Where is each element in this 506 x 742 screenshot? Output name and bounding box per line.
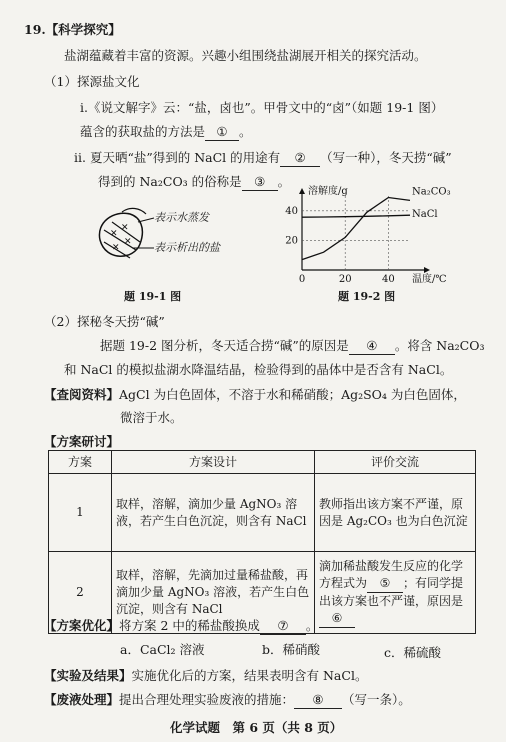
series-label-nacl: NaCl [412,209,438,221]
plan-table [48,450,476,634]
y-axis-arrow [299,188,305,194]
answer-blank-7[interactable]: ⑦ [260,618,306,635]
series-line-nacl [302,215,410,217]
ref-line1: AgCl 为白色固体，不溶于水和稀硝酸；Ag₂SO₄ 为白色固体， [119,387,466,402]
plan-id: 2 [49,552,112,634]
svg-text:✕: ✕ [110,229,118,239]
p2-line2: 和 NaCl 的模拟盐湖水降温结晶，检验得到的晶体中是否含有 NaCl。 [64,362,453,377]
exp-tag: 【实验及结果】 [44,668,132,683]
series-line-na2co3 [302,198,410,260]
answer-blank-2[interactable]: ② [280,150,320,167]
question-number: 19. [24,22,46,37]
fig1-caption: 题 19-1 图 [124,290,182,303]
header-design: 方案设计 [112,451,315,474]
p2-line1-tail: 。将含 Na₂CO₃ [394,338,485,353]
answer-blank-3[interactable]: ③ [242,174,278,191]
part2-title: （2）探秘冬天捞“碱” [44,314,165,329]
part1-title: （1）探源盐文化 [44,74,140,89]
option-c[interactable]: c．稀硫酸 [384,645,442,660]
waste-text: 提出合理处理实验废液的措施： [119,692,295,707]
p1-ii-line2: 得到的 Na₂CO₃ 的俗称是 [98,174,242,189]
x-axis-label: 温度/℃ [412,274,447,285]
p2-line1: 据题 19-2 图分析，冬天适合捞“碱”的原因是 [100,338,349,353]
answer-blank-4[interactable]: ④ [349,338,395,355]
plan-id: 1 [49,474,112,552]
p1-i-line1: i.《说文解字》云：“盐，卤也”。甲骨文中的“卤”（如题 19-1 图） [80,100,444,115]
plan-design: 取样，溶解，滴加少量 AgNO₃ 溶液，若产生白色沉淀，则含有 NaCl [112,474,315,552]
fig1-label-salt: 表示析出的盐 [154,241,220,254]
x-axis-arrow [424,267,430,273]
x-tick-label: 20 [338,274,352,285]
option-a[interactable]: a．CaCl₂ 溶液 [120,642,205,657]
table-row [49,474,476,552]
intro-text: 盐湖蕴藏着丰富的资源。兴趣小组围绕盐湖展开相关的探究活动。 [64,48,427,63]
answer-blank-5[interactable]: ⑤ [367,575,403,593]
series-label-na2co3: Na₂CO₃ [412,186,451,198]
solubility-chart [280,184,451,285]
plan-eval: 教师指出该方案不严谨，原因是 Ag₂CO₃ 也为白色沉淀 [315,474,476,552]
period: 。 [277,174,291,189]
p1-ii-line1-tail: （写一种），冬天捞“碱” [320,150,452,165]
answer-blank-8[interactable]: ⑧ [294,692,342,709]
x-tick-label: 40 [382,274,395,285]
fig2-caption: 题 19-2 图 [338,290,396,303]
exp-text: 实施优化后的方案，结果表明含有 NaCl。 [131,668,368,683]
p1-ii-line1: ii. 夏天晒“盐”得到的 NaCl 的用途有 [74,150,281,165]
period: 。 [239,124,252,139]
y-axis-label: 溶解度/g [308,186,348,197]
answer-blank-6[interactable]: ⑥ [319,610,355,628]
period: 。 [305,618,319,633]
waste-tail: （写一条）。 [342,692,411,707]
ref-tag: 【查阅资料】 [44,387,120,402]
question-tag: 【科学探究】 [45,22,121,37]
figure-19-1 [90,200,240,280]
answer-blank-1[interactable]: ① [205,124,239,141]
opt-tag: 【方案优化】 [44,618,120,633]
option-b[interactable]: b．稀硝酸 [262,642,321,657]
plan-eval [315,552,476,634]
table-header-row [49,451,476,474]
y-tick-label: 40 [285,205,298,217]
header-plan: 方案 [49,451,112,474]
plan-design: 取样，溶解，先滴加过量稀盐酸，再滴加少量 AgNO₃ 溶液，若产生白色沉淀，则含有 NaCl [112,552,315,634]
y-tick-label: 20 [285,235,298,247]
study-tag: 【方案研讨】 [44,434,120,449]
opt-text: 将方案 2 中的稀盐酸换成 [119,618,260,633]
fig1-label-evaporation: 表示水蒸发 [154,211,209,224]
svg-text:✕: ✕ [124,237,132,247]
plan-eval-text: 滴加稀盐酸发生反应的化学方程式为 [319,558,464,590]
ref-line2: 微溶于水。 [120,410,183,425]
header-eval: 评价交流 [315,451,476,474]
x-tick-label: 0 [298,274,306,285]
svg-text:✕: ✕ [112,243,120,253]
svg-text:✕: ✕ [121,223,129,233]
waste-tag: 【废液处理】 [44,692,120,707]
plan-eval-text2: ；有同学提出该方案也不严谨，原因是 [319,575,464,608]
p1-i-line2: 蕴含的获取盐的方法是 [80,124,206,139]
page-footer: 化学试题 第 6 页（共 8 页） [170,720,343,735]
